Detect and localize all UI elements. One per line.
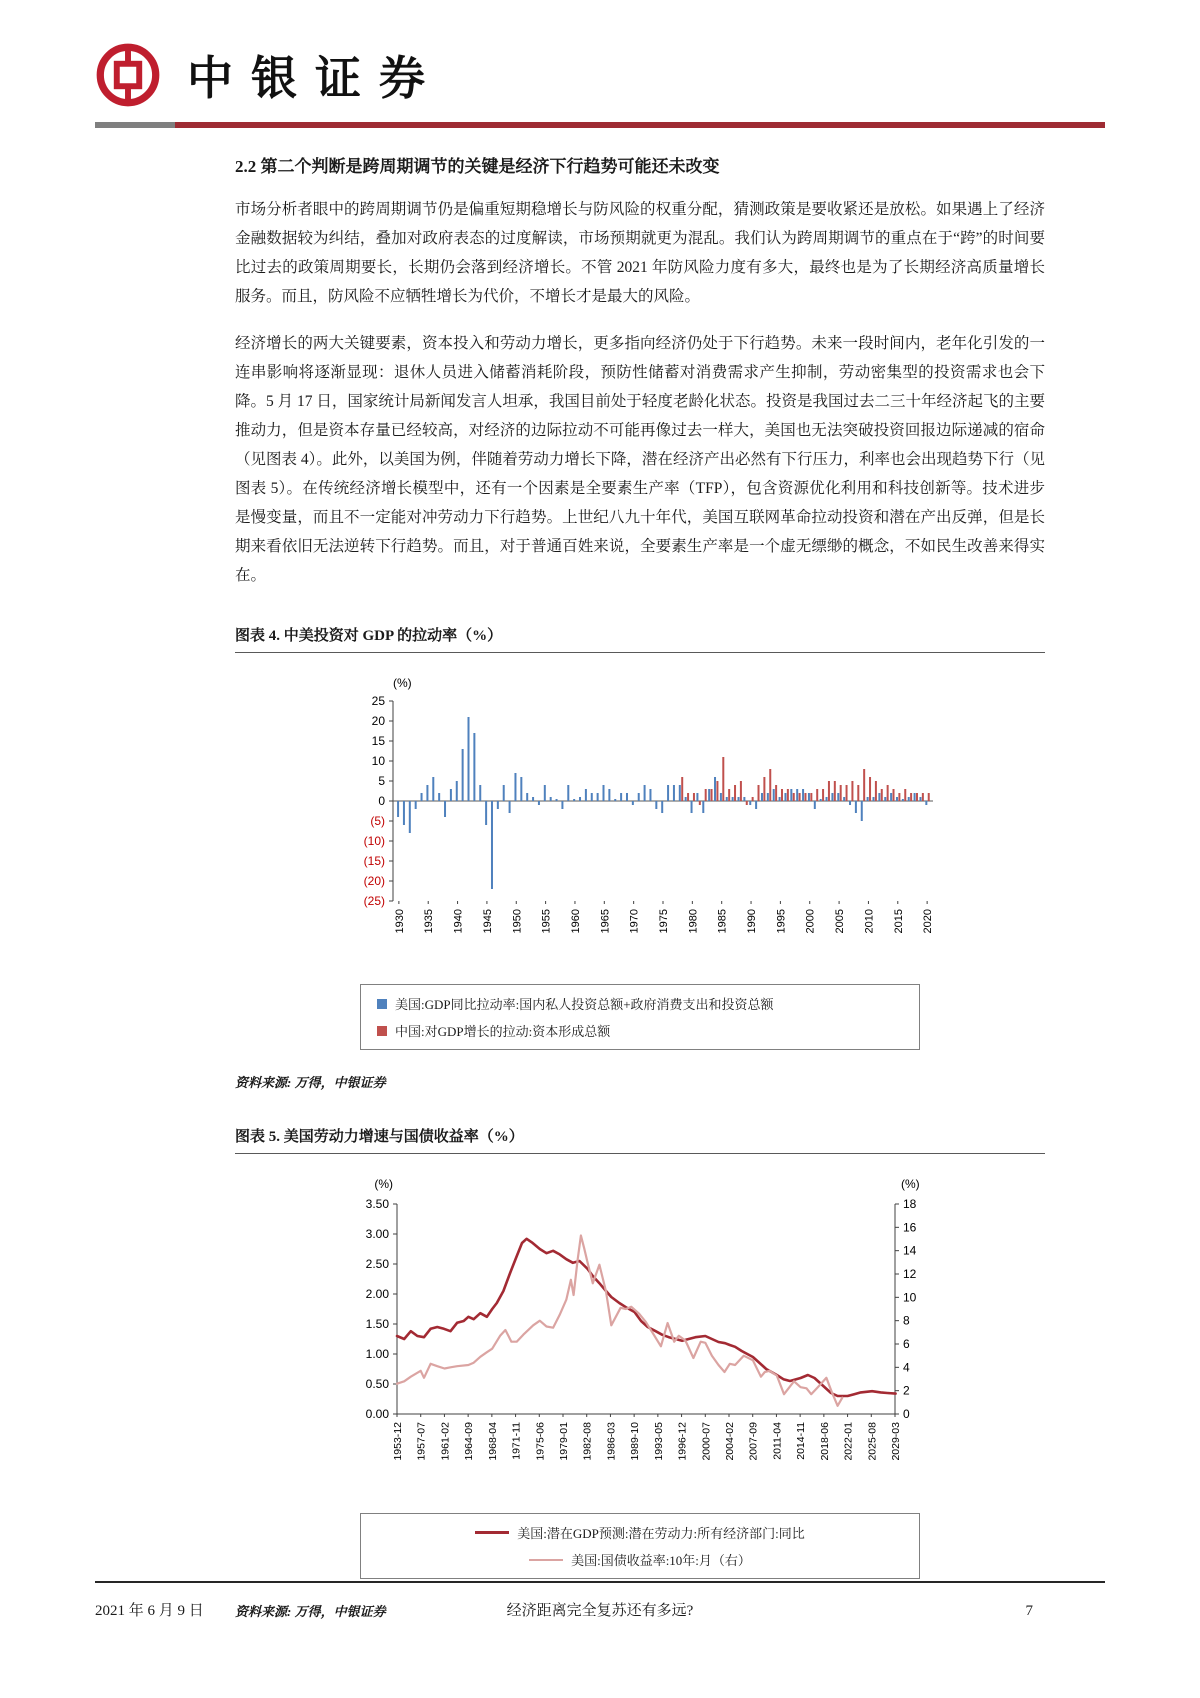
legend-item xyxy=(475,1523,804,1542)
svg-text:2004-02: 2004-02 xyxy=(724,1422,736,1461)
svg-text:2: 2 xyxy=(903,1383,910,1398)
svg-text:1980: 1980 xyxy=(687,909,700,934)
svg-text:1985: 1985 xyxy=(716,909,729,934)
figure5-title: 图表 5. 美国劳动力增速与国债收益率（%） xyxy=(235,1125,1045,1154)
svg-text:12: 12 xyxy=(903,1267,917,1281)
boc-logo-icon xyxy=(95,42,161,108)
legend-line-swatch xyxy=(529,1559,563,1561)
svg-text:(20): (20) xyxy=(363,874,385,888)
svg-text:8: 8 xyxy=(903,1313,910,1328)
svg-text:1957-07: 1957-07 xyxy=(415,1422,428,1461)
figure4-chart-area xyxy=(335,667,1045,974)
svg-text:1961-02: 1961-02 xyxy=(439,1422,452,1461)
figure4-title: 图表 4. 中美投资对 GDP 的拉动率（%） xyxy=(235,624,1045,653)
legend-label: 美国:国债收益率:10年:月（右） xyxy=(571,1553,751,1568)
svg-text:3.50: 3.50 xyxy=(365,1197,389,1211)
svg-text:1996-12: 1996-12 xyxy=(676,1422,689,1461)
svg-text:2000: 2000 xyxy=(804,909,817,934)
svg-text:2010: 2010 xyxy=(863,909,876,934)
svg-text:2000-07: 2000-07 xyxy=(700,1422,713,1461)
svg-text:0.50: 0.50 xyxy=(365,1377,389,1391)
svg-text:2029-03: 2029-03 xyxy=(890,1422,902,1461)
svg-text:2020: 2020 xyxy=(922,909,935,934)
legend-label: 美国:潜在GDP预测:潜在劳动力:所有经济部门:同比 xyxy=(517,1526,805,1541)
svg-text:(25): (25) xyxy=(363,894,385,908)
svg-text:1.00: 1.00 xyxy=(365,1347,389,1361)
legend-line-swatch xyxy=(475,1531,509,1534)
brand-logo-row xyxy=(95,42,1105,108)
svg-text:(15): (15) xyxy=(363,854,385,868)
svg-text:14: 14 xyxy=(903,1243,917,1258)
svg-text:2011-04: 2011-04 xyxy=(771,1422,784,1460)
svg-text:1945: 1945 xyxy=(481,909,494,934)
svg-text:1.50: 1.50 xyxy=(365,1317,389,1331)
divider-red-segment xyxy=(175,122,1105,128)
svg-text:1975-06: 1975-06 xyxy=(534,1422,547,1461)
svg-text:1970: 1970 xyxy=(628,909,641,934)
svg-text:2.00: 2.00 xyxy=(365,1287,389,1301)
svg-text:1975: 1975 xyxy=(658,909,670,934)
svg-text:(%): (%) xyxy=(393,676,412,690)
figure4-chart xyxy=(335,667,955,969)
svg-text:18: 18 xyxy=(903,1197,917,1211)
legend-color-swatch xyxy=(377,1026,387,1036)
report-body xyxy=(235,152,1045,1620)
svg-text:0.00: 0.00 xyxy=(365,1407,389,1421)
svg-text:1935: 1935 xyxy=(423,909,436,934)
svg-text:1965: 1965 xyxy=(599,909,612,934)
footer-page-number: 7 xyxy=(1025,1603,1033,1619)
legend-item xyxy=(377,1021,610,1040)
svg-text:1955: 1955 xyxy=(540,909,553,934)
svg-text:6: 6 xyxy=(903,1337,910,1351)
svg-text:1960: 1960 xyxy=(569,909,582,934)
svg-text:1989-10: 1989-10 xyxy=(629,1422,642,1461)
brand-name: 中银证券 xyxy=(187,53,443,104)
svg-text:15: 15 xyxy=(371,734,385,748)
svg-text:25: 25 xyxy=(371,694,385,708)
legend-color-swatch xyxy=(377,999,387,1009)
svg-text:2005: 2005 xyxy=(834,909,847,934)
svg-text:3.00: 3.00 xyxy=(365,1227,389,1241)
svg-text:1986-03: 1986-03 xyxy=(605,1422,618,1461)
legend-label: 美国:GDP同比拉动率:国内私人投资总额+政府消费支出和投资总额 xyxy=(395,997,774,1012)
svg-text:10: 10 xyxy=(903,1290,917,1305)
figure-4 xyxy=(235,624,1045,1091)
svg-text:1968-04: 1968-04 xyxy=(486,1422,499,1461)
svg-text:1940: 1940 xyxy=(452,909,465,934)
svg-text:1995: 1995 xyxy=(775,909,788,934)
svg-text:4: 4 xyxy=(903,1360,910,1375)
svg-text:0: 0 xyxy=(903,1407,910,1421)
body-paragraph-1: 市场分析者眼中的跨周期调节仍是偏重短期稳增长与防风险的权重分配，猜测政策是要收紧还是放松。如果遇上了经济金融数据较为纠结，叠加对政府表态的过度解读，市场预期就更为混乱。我们认为跨周期调节的重点在于“跨”的时间要比过去的政策周期要长，长期仍会落到经济增长。不管 2021 年防风险力度有多大，最终也是为了长期经济高质量增长服务。而且，防风险不应牺牲增长为代价，不增长才是最大的风险。 xyxy=(235,201,1045,305)
svg-text:1964-09: 1964-09 xyxy=(463,1422,476,1461)
figure5-legend xyxy=(360,1513,920,1579)
page-footer xyxy=(95,1581,1105,1620)
footer-report-title: 经济距离完全复苏还有多远? xyxy=(506,1603,694,1619)
svg-text:(%): (%) xyxy=(374,1177,393,1191)
footer-date: 2021 年 6 月 9 日 xyxy=(95,1603,204,1619)
svg-text:2007-09: 2007-09 xyxy=(747,1422,760,1461)
svg-text:10: 10 xyxy=(371,754,385,768)
svg-text:1993-05: 1993-05 xyxy=(652,1422,665,1461)
svg-text:(10): (10) xyxy=(363,834,385,848)
body-paragraph-2: 经济增长的两大关键要素，资本投入和劳动力增长，更多指向经济仍处于下行趋势。未来一段时间内，老年化引发的一连串影响将逐渐显现：退休人员进入储蓄消耗阶段，预防性储蓄对消费需求产生抑制，劳动密集型的投资需求也会下降。5 月 17 日，国家统计局新闻发言人坦承，我国目前处于轻度老龄化状态。投资是我国过去二三十年经济起飞的主要推动力，但是资本存量已经较高，对经济的边际拉动不可能再像过去一样大，美国也无法突破投资回报边际递减的宿命（见图表 4）。此外，以美国为例，伴随着劳动力增长下降，潜在经济产出必然有下行压力，利率也会出现趋势下行（见图表 5）。在传统经济增长模型中，还有一个因素是全要素生产率（TFP），包含资源优化利用和科技创新等。技术进步是慢变量，而且不一定能对冲劳动力下行趋势。上世纪八九十年代，美国互联网革命拉动投资和潜在产出反弹，但是长期来看依旧无法逆转下行趋势。而且，对于普通百姓来说，全要素生产率是一个虚无缥缈的概念，不如民生改善来得实在。 xyxy=(235,335,1045,584)
figure5-chart xyxy=(335,1168,975,1498)
svg-text:1979-01: 1979-01 xyxy=(558,1422,570,1461)
figure4-legend xyxy=(360,984,920,1050)
svg-text:2018-06: 2018-06 xyxy=(818,1422,831,1461)
svg-text:2025-08: 2025-08 xyxy=(866,1422,879,1461)
divider-gray-segment xyxy=(95,122,175,128)
svg-text:2015: 2015 xyxy=(892,909,905,934)
legend-item xyxy=(529,1550,751,1569)
svg-text:1971-11: 1971-11 xyxy=(510,1422,523,1460)
svg-text:(5): (5) xyxy=(370,814,385,828)
svg-text:2022-01: 2022-01 xyxy=(842,1422,855,1461)
section-heading: 2.2 第二个判断是跨周期调节的关键是经济下行趋势可能还未改变 xyxy=(235,157,720,176)
figure5-chart-area xyxy=(335,1168,1045,1503)
figure5-source: 资料来源: 万得，中银证券 xyxy=(235,1604,386,1619)
svg-text:2014-11: 2014-11 xyxy=(795,1422,808,1460)
svg-text:5: 5 xyxy=(378,774,385,788)
svg-text:20: 20 xyxy=(371,714,385,728)
svg-text:1990: 1990 xyxy=(746,909,759,934)
legend-label: 中国:对GDP增长的拉动:资本形成总额 xyxy=(395,1024,611,1039)
figure4-source: 资料来源: 万得，中银证券 xyxy=(235,1075,386,1090)
svg-text:1982-08: 1982-08 xyxy=(581,1422,594,1461)
svg-text:0: 0 xyxy=(378,794,385,808)
report-header xyxy=(0,0,1200,128)
svg-text:16: 16 xyxy=(903,1220,917,1235)
svg-text:1950: 1950 xyxy=(511,909,524,934)
svg-text:1953-12: 1953-12 xyxy=(392,1422,404,1461)
svg-text:(%): (%) xyxy=(901,1177,920,1191)
figure-5 xyxy=(235,1125,1045,1620)
svg-text:2.50: 2.50 xyxy=(365,1257,389,1271)
header-divider xyxy=(95,122,1105,128)
svg-text:1930: 1930 xyxy=(393,909,406,934)
legend-item xyxy=(377,994,774,1013)
